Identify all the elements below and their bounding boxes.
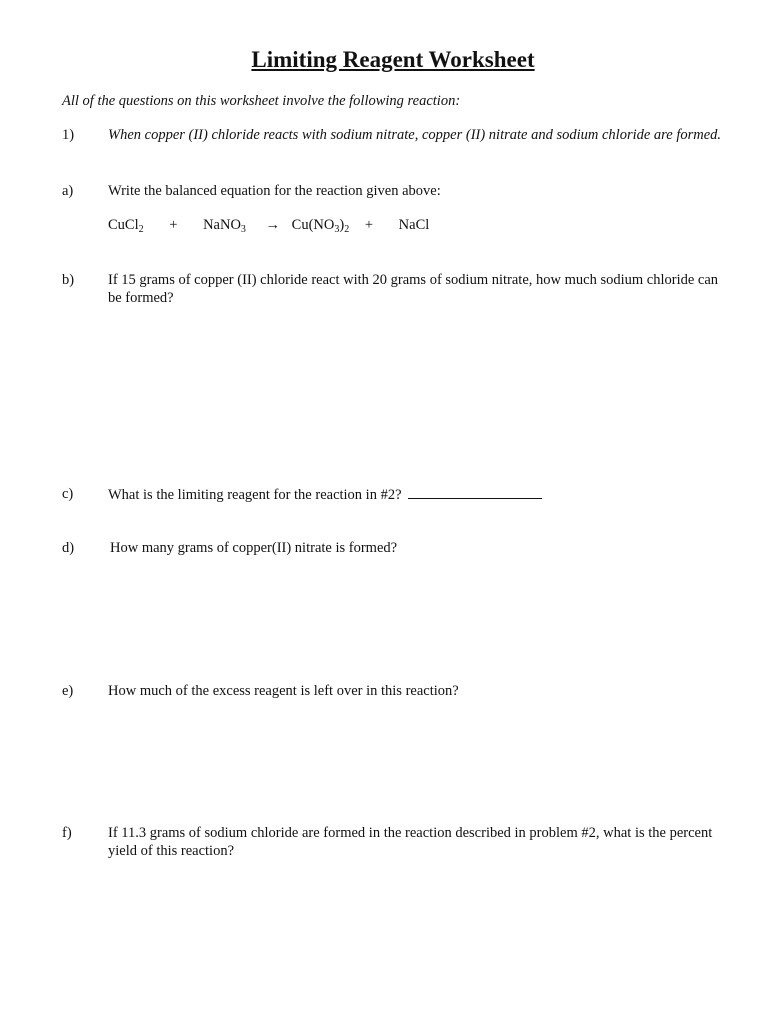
answer-blank-line[interactable] xyxy=(408,485,542,499)
part-c-text: What is the limiting reagent for the reaction in #2? xyxy=(108,487,402,503)
part-a-letter: a) xyxy=(62,183,74,199)
product-cuno32: $Cu(NO_3)_2$ xyxy=(291,217,350,235)
part-a-text: Write the balanced equation for the reaction given above: xyxy=(108,183,441,199)
plus-sign-2: + xyxy=(364,217,374,233)
part-c xyxy=(108,485,728,504)
part-e-letter: e) xyxy=(62,683,74,699)
reactant-cucl2: CuCl$_2$ xyxy=(108,217,144,235)
part-b-text: If 15 grams of copper (II) chloride react with 20 grams of sodium nitrate, how much sodium chloride can be formed? xyxy=(108,272,719,306)
part-d-letter: d) xyxy=(62,540,75,556)
problem-1-text: When copper (II) chloride reacts with sodium nitrate, copper (II) nitrate and sodium chloride are formed. xyxy=(108,127,722,143)
reactant-nano3: NaNO$_3$ xyxy=(203,217,246,235)
part-d-text: How many grams of copper(II) nitrate is formed? xyxy=(110,540,398,556)
reaction-arrow-icon: → xyxy=(265,217,281,233)
problem-1 xyxy=(62,126,722,144)
intro-text: All of the questions on this worksheet involve the following reaction: xyxy=(62,93,461,109)
part-c-letter: c) xyxy=(62,486,74,502)
worksheet-title: Limiting Reagent Worksheet xyxy=(251,47,535,72)
part-f-letter: f) xyxy=(62,825,72,841)
problem-1-number: 1) xyxy=(62,127,75,143)
part-b-letter: b) xyxy=(62,272,75,288)
part-f-text: If 11.3 grams of sodium chloride are formed in the reaction described in problem #2, what is the percent yield of this reaction? xyxy=(108,825,713,859)
part-e-text: How much of the excess reagent is left over in this reaction? xyxy=(108,683,459,699)
product-nacl: NaCl xyxy=(398,217,430,233)
plus-sign-1: + xyxy=(169,217,178,233)
chemical-equation xyxy=(108,216,429,234)
